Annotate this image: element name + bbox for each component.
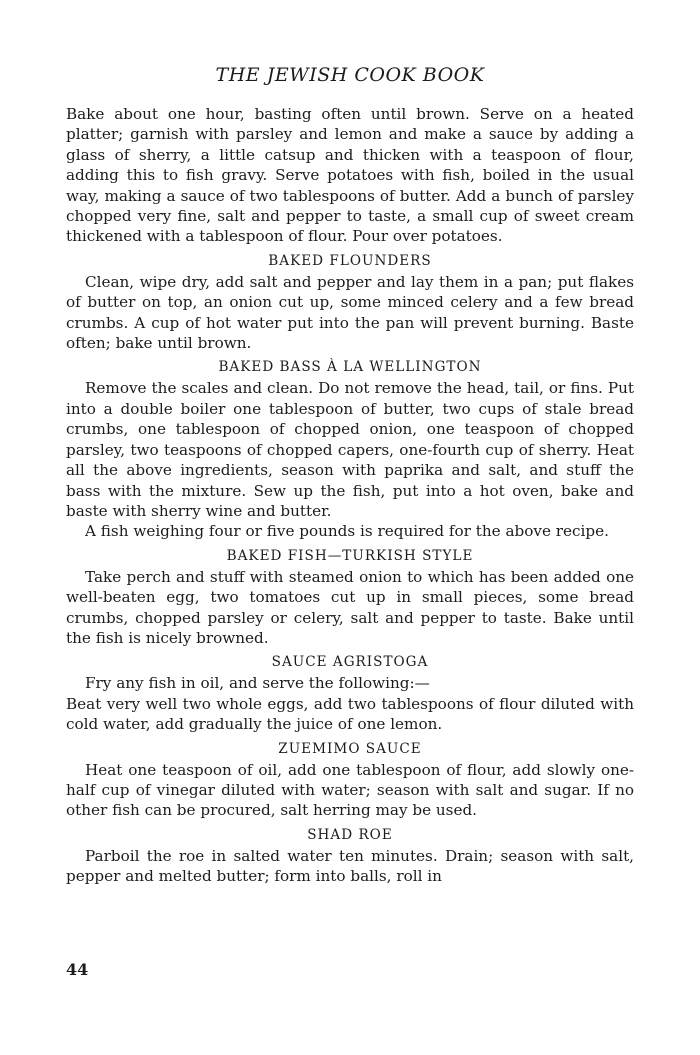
recipe-title: ZUEMIMO SAUCE: [278, 740, 422, 757]
recipe-title: BAKED FISH—TURKISH STYLE: [226, 547, 474, 564]
recipe-paragraph: Parboil the roe in salted water ten minutes. Drain; season with salt, pepper and melted butter; form into balls, roll in: [66, 846, 634, 886]
recipe-title: BAKED FLOUNDERS: [268, 252, 432, 269]
recipe-paragraph: Heat one teaspoon of oil, add one tablespoon of flour, add slowly one-half cup of vinegar diluted with water; season with salt and sugar. If no other fish can be procured, salt herring may be used.: [66, 760, 634, 820]
recipe-paragraph: Beat very well two whole eggs, add two tablespoons of flour diluted with cold water, add gradually the juice of one lemon.: [66, 694, 634, 734]
recipe-title: SAUCE AGRISTOGA: [271, 654, 429, 671]
page-number: 44: [66, 960, 89, 979]
recipe-shad-roe: [66, 825, 634, 887]
recipe-paragraph: Remove the scales and clean. Do not remove the head, tail, or fins. Put into a double boiler one tablespoon of butter, two cups of stale bread crumbs, one tablespoon of chopped onion, one teaspoon of chopped parsley, two teaspoons of chopped capers, one-fourth cup of sherry. Heat all the above ingredients, season with paprika and salt, and stuff the bass with the mixture. Sew up the fish, put into a hot oven, bake and baste with sherry wine and butter.: [66, 379, 634, 520]
recipe-baked-flounders: [66, 251, 634, 354]
running-head: THE JEWISH COOK BOOK: [215, 64, 485, 86]
recipe-zuemimo-sauce: [66, 739, 634, 821]
page-body: [66, 104, 634, 887]
recipe-paragraph: Take perch and stuff with steamed onion to which has been added one well-beaten egg, two tomatoes cut up in small pieces, some bread crumbs, chopped parsley or celery, salt and pepper to taste. Bake until the fish is nicely browned.: [66, 567, 634, 647]
recipe-paragraph: A fish weighing four or five pounds is required for the above recipe.: [85, 522, 609, 541]
opening-paragraph: Bake about one hour, basting often until brown. Serve on a heated platter; garnish with parsley and lemon and make a sauce by adding a glass of sherry, a little catsup and thicken with a teaspoon of flour, adding this to fish gravy. Serve potatoes with fish, boiled in the usual way, making a sauce of two tablespoons of butter. Add a bunch of parsley chopped very fine, salt and pepper to taste, a small cup of sweet cream thickened with a tablespoon of flour. Pour over potatoes.: [66, 105, 634, 246]
recipe-baked-fish-turkish: [66, 546, 634, 649]
recipe-baked-bass: [66, 357, 634, 541]
recipe-title: BAKED BASS À LA WELLINGTON: [218, 359, 482, 376]
recipe-title: SHAD ROE: [307, 826, 393, 843]
recipe-sauce-agristoga: [66, 652, 634, 734]
recipe-paragraph: Fry any fish in oil, and serve the following:—: [85, 674, 430, 693]
recipe-paragraph: Clean, wipe dry, add salt and pepper and lay them in a pan; put flakes of butter on top, an onion cut up, some minced celery and a few bread crumbs. A cup of hot water put into the pan will prevent burning. Baste often; bake until brown.: [66, 272, 634, 353]
